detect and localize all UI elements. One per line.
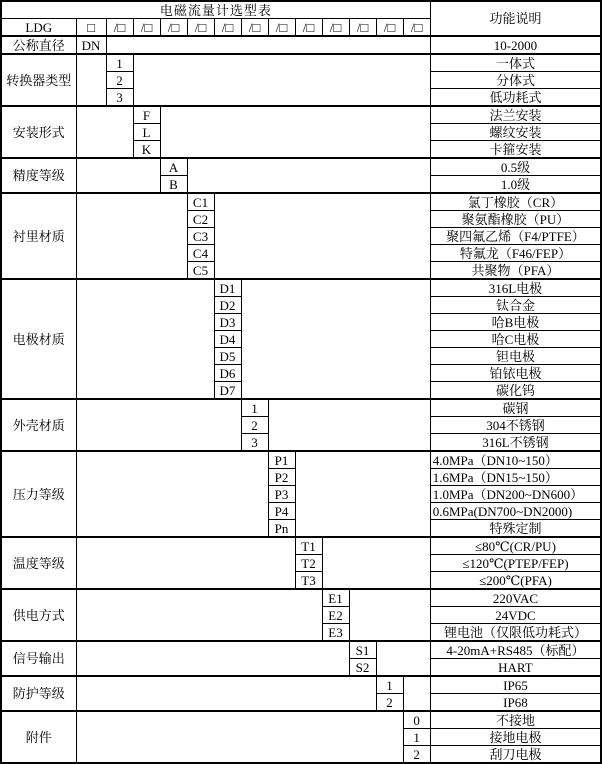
spacer-cell: [160, 106, 430, 158]
desc-cell: 1.6MPa（DN15~150）: [430, 469, 601, 486]
code-cell: P2: [268, 469, 295, 486]
desc-cell: HART: [430, 659, 601, 677]
desc-cell: 法兰安装: [430, 106, 601, 124]
code-cell: 2: [403, 746, 430, 764]
spacer-cell: [214, 193, 430, 279]
code-cell: 3: [241, 434, 268, 452]
category-label: 安装形式: [1, 106, 76, 158]
spacer-cell: [241, 279, 430, 399]
code-cell: F: [133, 106, 160, 124]
code-cell: A: [160, 158, 187, 176]
desc-cell: 刮刀电极: [430, 746, 601, 764]
desc-cell: 10-2000: [430, 36, 601, 54]
desc-cell: 1.0MPa（DN200~DN600）: [430, 486, 601, 503]
code-cell: L: [133, 124, 160, 141]
category-label: 转换器类型: [1, 54, 76, 106]
desc-cell: 铂铱电极: [430, 365, 601, 382]
code-cell: K: [133, 141, 160, 159]
code-cell: D7: [214, 382, 241, 400]
desc-cell: 钽电极: [430, 348, 601, 365]
dn-code-cell: DN: [76, 36, 106, 54]
desc-cell: 不接地: [430, 711, 601, 729]
desc-cell: 316L不锈钢: [430, 434, 601, 452]
spacer-cell: [76, 193, 187, 279]
code-cell: Pn: [268, 520, 295, 538]
code-cell: D3: [214, 314, 241, 331]
code-slash-checkbox: /□: [133, 19, 160, 37]
desc-cell: 一体式: [430, 54, 601, 72]
category-label: 信号输出: [1, 641, 76, 676]
code-slash-checkbox: /□: [403, 19, 430, 37]
desc-cell: 特氟龙（F46/FEP）: [430, 245, 601, 262]
spacer-cell: [76, 106, 133, 158]
spacer-cell: [76, 589, 322, 641]
code-slash-checkbox: /□: [106, 19, 133, 37]
code-cell: 1: [106, 54, 133, 72]
code-cell: C1: [187, 193, 214, 211]
category-label: 压力等级: [1, 451, 76, 537]
desc-cell: 共聚物（PFA）: [430, 262, 601, 280]
desc-cell: 哈C电极: [430, 331, 601, 348]
code-cell: P4: [268, 503, 295, 520]
category-label: 温度等级: [1, 537, 76, 589]
desc-cell: 聚氨酯橡胶（PU）: [430, 211, 601, 228]
code-slash-checkbox: /□: [349, 19, 376, 37]
spacer-cell: [76, 54, 106, 106]
spacer-cell: [76, 711, 403, 763]
desc-cell: 螺纹安装: [430, 124, 601, 141]
desc-cell: 分体式: [430, 72, 601, 89]
code-cell: 1: [241, 399, 268, 417]
category-label: 精度等级: [1, 158, 76, 193]
code-cell: D4: [214, 331, 241, 348]
spacer-cell: [76, 641, 349, 676]
category-label: 外壳材质: [1, 399, 76, 451]
code-cell: D1: [214, 279, 241, 297]
spacer-cell: [349, 589, 430, 641]
code-cell: 0: [403, 711, 430, 729]
category-label: 供电方式: [1, 589, 76, 641]
code-cell: 1: [376, 676, 403, 694]
desc-cell: 钛合金: [430, 297, 601, 314]
spacer-cell: [76, 399, 241, 451]
spacer-cell: [295, 451, 430, 537]
desc-cell: 锂电池（仅限低功耗式）: [430, 624, 601, 642]
desc-cell: 哈B电极: [430, 314, 601, 331]
code-slash-checkbox: /□: [160, 19, 187, 37]
spacer-cell: [187, 158, 430, 193]
code-cell: 2: [376, 694, 403, 712]
code-slash-checkbox: /□: [295, 19, 322, 37]
desc-cell: 聚四氟乙烯（F4/PTFE）: [430, 228, 601, 245]
function-column-header: 功能说明: [430, 1, 601, 36]
code-cell: C3: [187, 228, 214, 245]
desc-cell: IP68: [430, 694, 601, 712]
spacer-cell: [76, 158, 160, 193]
spacer-cell: [322, 537, 430, 589]
code-cell: T1: [295, 537, 322, 555]
desc-cell: 卡箍安装: [430, 141, 601, 159]
code-cell: C4: [187, 245, 214, 262]
desc-cell: ≤80℃(CR/PU): [430, 537, 601, 555]
desc-cell: ≤120℃(PTEP/FEP): [430, 555, 601, 572]
spacer-cell: [76, 279, 214, 399]
code-slash-checkbox: /□: [241, 19, 268, 37]
desc-cell: 304不锈钢: [430, 417, 601, 434]
desc-cell: 碳钢: [430, 399, 601, 417]
code-cell: E2: [322, 607, 349, 624]
code-cell: B: [160, 176, 187, 194]
desc-cell: 316L电极: [430, 279, 601, 297]
spacer-cell: [106, 36, 430, 54]
spacer-cell: [76, 537, 295, 589]
code-slash-checkbox: /□: [187, 19, 214, 37]
category-label-dn: 公称直径: [1, 36, 76, 54]
spacer-cell: [268, 399, 430, 451]
desc-cell: 氯丁橡胶（CR）: [430, 193, 601, 211]
code-cell: T2: [295, 555, 322, 572]
category-label: 防护等级: [1, 676, 76, 711]
code-slash-checkbox: /□: [376, 19, 403, 37]
code-slash-checkbox: /□: [268, 19, 295, 37]
code-cell: S1: [349, 641, 376, 659]
desc-cell: 0.6MPa(DN700~DN2000): [430, 503, 601, 520]
code-cell: D2: [214, 297, 241, 314]
desc-cell: 24VDC: [430, 607, 601, 624]
code-cell: P1: [268, 451, 295, 469]
code-cell: E3: [322, 624, 349, 642]
code-cell: D5: [214, 348, 241, 365]
code-cell: S2: [349, 659, 376, 677]
code-cell: C5: [187, 262, 214, 280]
desc-cell: 220VAC: [430, 589, 601, 607]
code-cell: 3: [106, 89, 133, 107]
desc-cell: 特殊定制: [430, 520, 601, 538]
desc-cell: 4-20mA+RS485（标配）: [430, 641, 601, 659]
code-cell: C2: [187, 211, 214, 228]
code-cell: 1: [403, 729, 430, 746]
spacer-cell: [403, 676, 430, 711]
code-slash-checkbox: /□: [214, 19, 241, 37]
model-code-prefix: LDG: [1, 19, 76, 37]
category-label: 衬里材质: [1, 193, 76, 279]
code-cell: P3: [268, 486, 295, 503]
desc-cell: 接地电极: [430, 729, 601, 746]
spacer-cell: [76, 451, 268, 537]
code-cell: 2: [106, 72, 133, 89]
desc-cell: 4.0MPa（DN10~150）: [430, 451, 601, 469]
desc-cell: ≤200℃(PFA): [430, 572, 601, 590]
category-label: 附件: [1, 711, 76, 763]
code-cell: D6: [214, 365, 241, 382]
code-checkbox: □: [76, 19, 106, 37]
code-slash-checkbox: /□: [322, 19, 349, 37]
table-title: 电磁流量计选型表: [1, 1, 430, 19]
spacer-cell: [376, 641, 430, 676]
desc-cell: 1.0级: [430, 176, 601, 194]
code-cell: 2: [241, 417, 268, 434]
spacer-cell: [76, 676, 376, 711]
category-label: 电极材质: [1, 279, 76, 399]
desc-cell: 碳化钨: [430, 382, 601, 400]
desc-cell: IP65: [430, 676, 601, 694]
desc-cell: 低功耗式: [430, 89, 601, 107]
code-cell: E1: [322, 589, 349, 607]
code-cell: T3: [295, 572, 322, 590]
spacer-cell: [133, 54, 430, 106]
desc-cell: 0.5级: [430, 158, 601, 176]
